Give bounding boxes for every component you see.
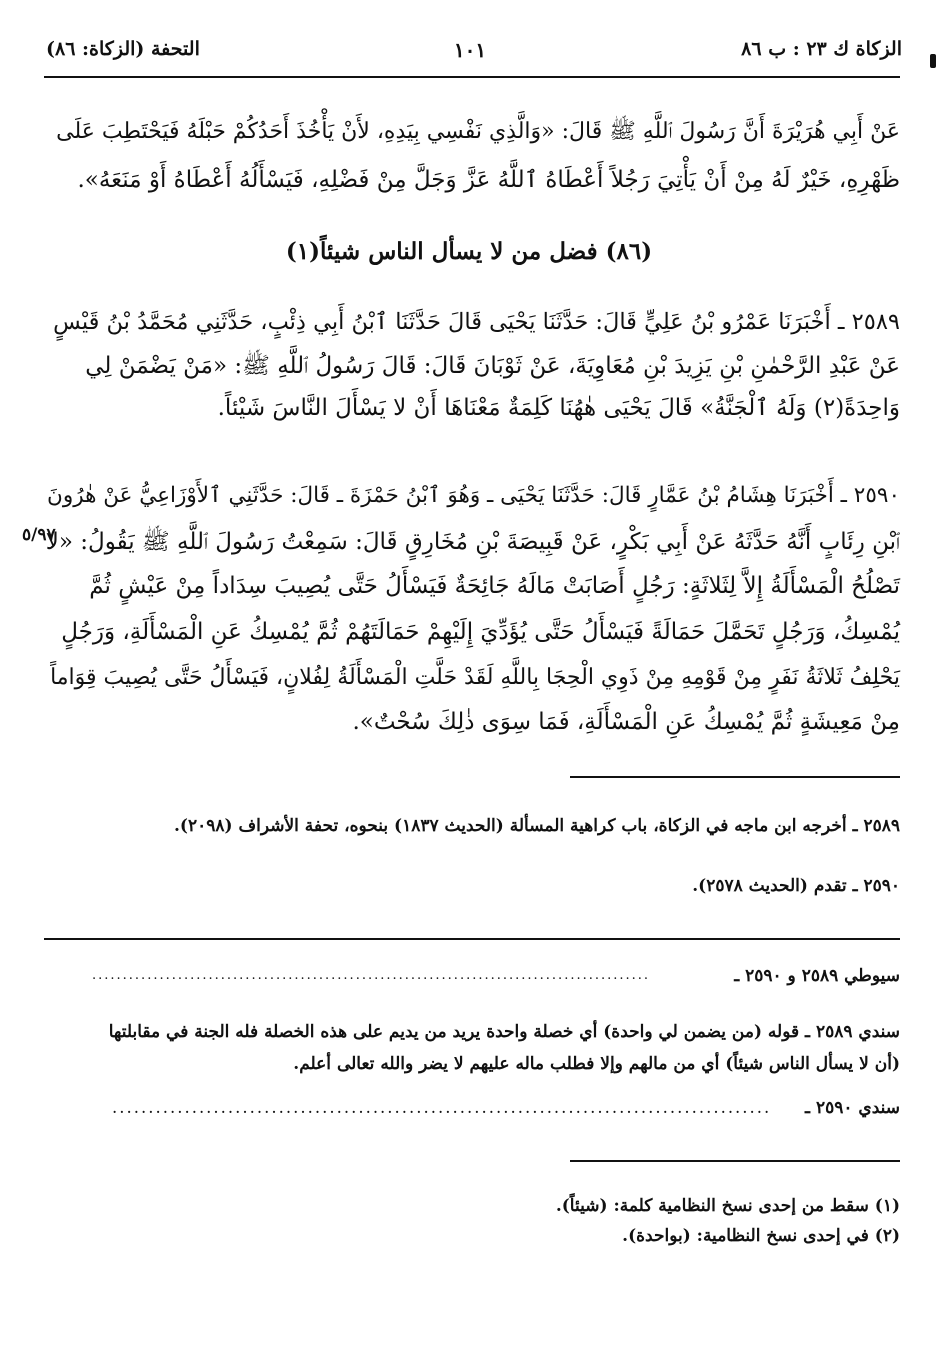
hadith-2589-line: عَنْ عَبْدِ الرَّحْمٰنِ بْنِ يَزِيدَ بْنِ مُعَاوِيَةَ، عَنْ ثَوْبَانَ قَالَ: قَالَ رَسُولُ ٱللَّهِ ﷺ: «مَنْ يَضْمَنْ لِي [85,353,900,379]
sindi-2590-commentary: سندي ٢٥٩٠ ـ [805,1098,900,1118]
hadith-2589-line: وَاحِدَةً(٢) وَلَهُ ٱلْجَنَّةُ» قَالَ يَحْيَى هٰهُنَا كَلِمَةٌ مَعْنَاهَا أَنْ لا يَسْأَلَ النَّاسَ شَيْئاً. [217,395,900,421]
takhrij-rule [570,776,900,778]
hadith-2590-line: يَحْلِفُ ثَلاثَةُ نَفَرٍ مِنْ قَوْمِهِ مِنْ ذَوِي الْحِجَا بِاللَّهِ لَقَدْ حَلَّتِ الْمَسْأَلَةُ لِفُلانٍ، فَيَسْأَلُ حَتَّى يُصِيبَ قِوَاماً [50,665,900,690]
hadith-2590-line: ٱبْنِ رِئَابٍ أَنَّهُ حَدَّثَهُ عَنْ أَبِي بَكْرٍ، عَنْ قَبِيصَةَ بْنِ مُخَارِقٍ قَالَ: سَمِعْتُ رَسُولَ ٱللَّهِ ﷺ يَقُولُ: «لا [45,529,900,555]
takhrij-note: ٢٥٨٩ ـ أخرجه ابن ماجه في الزكاة، باب كراهية المسألة (الحديث ١٨٣٧) بنحوه، تحفة الأشراف (٢٠٩٨). [174,816,900,836]
commentary-rule [44,938,900,940]
header-rule [44,76,900,78]
takhrij-note: ٢٥٩٠ ـ تقدم (الحديث ٢٥٧٨). [692,876,900,896]
intro-line: ظَهْرِهِ، خَيْرٌ لَهُ مِنْ أَنْ يَأْتِيَ رَجُلاً أَعْطَاهُ ٱللَّهُ عَزَّ وَجَلَّ مِنْ فَضْلِهِ، فَيَسْأَلُهُ أَعْطَاهُ أَوْ مَنَعَهُ». [77,167,900,193]
sindi-2590-dots: ........................................................................................... [112,1098,772,1117]
sindi-2589-line: سندي ٢٥٨٩ ـ قوله (من يضمن لي واحدة) أي خصلة واحدة يريد من يديم على هذه الخصلة فله الجنة في مقابلتها [108,1022,900,1042]
suyuti-dots: ........................................................................................... [92,968,651,983]
header-tuhfa-reference: التحفة (الزكاة: ٨٦) [46,38,200,60]
hadith-2590-line: يُمْسِكُ، وَرَجُلٍ تَحَمَّلَ حَمَالَةً فَيَسْأَلُ حَتَّى يُؤَدِّيَ إِلَيْهِمْ حَمَالَتَهُمْ ثُمَّ يُمْسِكُ عَنِ الْمَسْأَلَةِ، وَرَجُلٍ [61,619,900,645]
hadith-2590-line: مِنْ مَعِيشَةٍ ثُمَّ يُمْسِكُ عَنِ الْمَسْأَلَةِ، فَمَا سِوَى ذٰلِكَ سُحْتٌ». [352,709,900,735]
footnotes-rule [570,1160,900,1162]
footnote: (٢) في إحدى نسخ النظامية: (بواحدة). [622,1226,900,1246]
margin-reference: ٥/٩٧ [22,525,56,545]
chapter-title: (٨٦) فضل من لا يسأل الناس شيئاً(١) [285,238,653,265]
hadith-2590-line: ٢٥٩٠ ـ أَخْبَرَنَا هِشَامُ بْنُ عَمَّارٍ قَالَ: حَدَّثَنَا يَحْيَى ـ وَهُوَ ٱبْنُ حَمْزَةَ ـ قَالَ: حَدَّثَنِي ٱلأَوْزَاعِيُّ عَنْ هٰرُونَ [47,483,900,508]
suyuti-commentary: سيوطي ٢٥٨٩ و ٢٥٩٠ ـ [734,966,900,986]
footnote: (١) سقط من إحدى نسخ النظامية كلمة: (شيئاً). [555,1196,900,1216]
hadith-2590-line: تَصْلُحُ الْمَسْأَلَةُ إِلاَّ لِثَلاثَةٍ: رَجُلٍ أَصَابَتْ مَالَهُ جَائِحَةٌ فَيَسْأَلُ حَتَّى يُصِيبَ سِدَاداً مِنْ عَيْشٍ ثُمَّ [89,573,900,599]
sindi-2589-line: (أن لا يسأل الناس شيئاً) أي من مالهم وإلا فطلب ماله عليهم لا يضر والله تعالى أعلم. [293,1054,900,1074]
page-edge-mark [930,54,936,68]
intro-line: عَنْ أَبِي هُرَيْرَةَ أَنَّ رَسُولَ ٱللَّهِ ﷺ قَالَ: «وَالَّذِي نَفْسِي بِيَدِهِ، لأَنْ يَأْخُذَ أَحَدُكُمْ حَبْلَهُ فَيَحْتَطِبَ عَلَى [56,119,900,144]
hadith-2589-line: ٢٥٨٩ ـ أَخْبَرَنَا عَمْرُو بْنُ عَلِيٍّ قَالَ: حَدَّثَنَا يَحْيَى قَالَ حَدَّثَنَا ٱبْنُ أَبِي ذِئْبٍ، حَدَّثَنِي مُحَمَّدُ بْنُ قَيْسٍ [53,309,900,335]
page-number: ١٠١ [453,38,487,62]
header-book-reference: الزكاة ك ٢٣ : ب ٨٦ [741,38,902,60]
